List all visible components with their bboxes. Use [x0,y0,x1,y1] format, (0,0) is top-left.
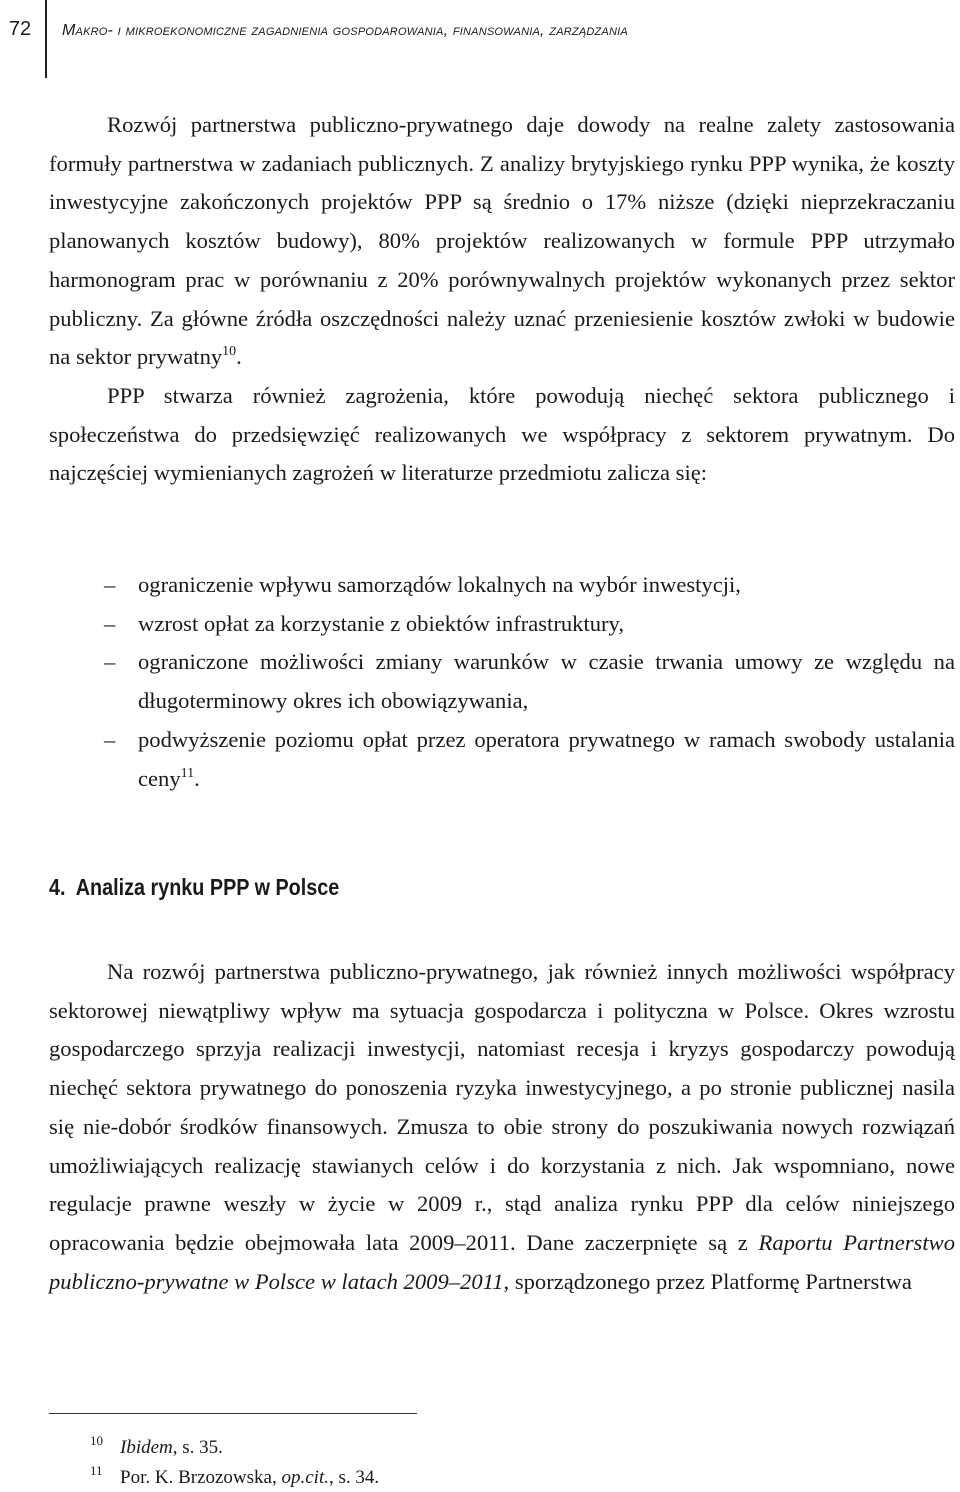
paragraph-3 [49,953,955,1301]
page-number: 72 [8,18,32,40]
list-item [49,721,955,798]
paragraph-2 [49,377,955,493]
dash-bullet: – [104,610,116,636]
running-title-text: Makro- i mikroekonomiczne zagadnienia gospodarowania, finansowania, zarządzania [62,22,628,39]
footnote-divider [49,1413,417,1414]
footnote-italic: Ibidem [120,1437,173,1458]
paragraph-3-text: Na rozwój partnerstwa publiczno-prywatnego, jak również innych możliwości współpracy sektorowej niewątpliwy wpływ ma sytuacja gospodarcza i polityczna w Polsce. Okres wzrostu gospodarczego sprzyja realizacji inwestycji, natomiast recesja i kryzys gospodarczy powodują niechęć sektora prywatnego do ponoszenia ryzyka inwestycyjnego, a po stronie publicznej nasila się nie-dobór środków finansowych. Zmusza to obie strony do poszukiwania nowych rozwiązań umożliwiających realizację stawianych celów i do korzystania z nich. Jak wspomniano, nowe regulacje prawne weszły w życie w 2009 r., stąd analiza rynku PPP dla celów niniejszego opracowania będzie obejmowała lata 2009–2011. Dane zaczerpnięte są z [49,959,955,1255]
list-item [49,605,955,644]
paragraph-3-tail: , sporządzonego przez Platformę Partnerstwa [503,1268,912,1294]
footnote-text: , s. 35. [172,1437,223,1458]
report-title: Raportu Partnerstwo publiczno-prywatne w Polsce w latach 2009–2011 [49,1229,955,1294]
list-item-text: ograniczenie wpływu samorządów lokalnych na wybór inwestycji, [138,572,741,597]
section-heading [49,874,339,901]
footnote-10 [90,1433,223,1459]
running-title [62,22,628,40]
list-item-text: podwyższenie poziomu opłat przez operatora prywatnego w ramach swobody ustalania ceny$^{11}$. [138,726,955,791]
footnote-text: , s. 34. [328,1467,380,1488]
footnote-italic: op.cit. [281,1467,329,1488]
dash-bullet: – [104,649,116,675]
list-item [49,643,955,720]
paragraph-1: Rozwój partnerstwa publiczno-prywatnego daje dowody na realne zalety zastosowania formuły partnerstwa w zadaniach publicznych. Z analizy brytyjskiego rynku PPP wynika, że koszty inwestycyjne zakończonych projektów PPP są średnio o 17% niższe (dzięki nieprzekraczaniu planowanych kosztów budowy), 80% projektów realizowanych w formule PPP utrzymało harmonogram prac w porównaniu z 20% porównywalnych projektów wykonanych przez sektor publiczny. Za główne źródła oszczędności należy uznać przeniesienie kosztów zwłoki w budowie na sektor prywatny$^{10}$. [49,112,955,370]
section-title-text: Analiza rynku PPP w Polsce [75,874,340,900]
header-divider [45,0,47,78]
dash-bullet: – [104,726,116,752]
body-block-2 [49,953,955,1301]
footnote-prefix: Por. K. Brzozowska, [120,1467,282,1488]
paragraph-2-text: PPP stwarza również zagrożenia, które powodują niechęć sektora publicznego i społeczeństwa do przedsięwzięć realizowanych we współpracy z sektorem prywatnym. Do najczęściej wymienianych zagrożeń w literaturze przedmiotu zalicza się: [49,382,955,486]
list-item [49,566,955,605]
body-block-1 [49,106,955,493]
paragraph-1-text: Rozwój partnerstwa publiczno-prywatnego daje dowody na realne zalety zastosowania formuły partnerstwa w zadaniach publicznych. Z analizy brytyjskiego rynku PPP wynika, że koszty inwestycyjne zakończonych projektów PPP są średnio o 17% niższe (dzięki nieprzekraczaniu planowanych kosztów budowy), 80% projektów realizowanych w formule PPP utrzymało harmonogram prac w porównaniu z 20% porównywalnych projektów wykonanych przez sektor publiczny. Za główne źródła oszczędności należy uznać przeniesienie kosztów zwłoki w budowie na sektor prywatny [49,112,955,370]
threats-list [49,566,955,798]
list-item-last-text: podwyższenie poziomu opłat przez operatora prywatnego w ramach swobody ustalania ceny [138,726,955,791]
list-item-text: wzrost opłat za korzystanie z obiektów infrastruktury, [138,610,625,636]
dash-bullet: – [104,572,116,597]
footnote-ref-11[interactable]: 11 [180,765,195,781]
section-number: 4. [49,874,66,900]
footnote-number: 11 [90,1463,103,1478]
footnote-11 [90,1463,379,1489]
list-item-text: ograniczone możliwości zmiany warunków w czasie trwania umowy ze względu na długoterminowy okres ich obowiązywania, [138,649,955,714]
footnote-number: 10 [90,1433,103,1448]
footnote-ref-10[interactable]: 10 [222,344,237,360]
